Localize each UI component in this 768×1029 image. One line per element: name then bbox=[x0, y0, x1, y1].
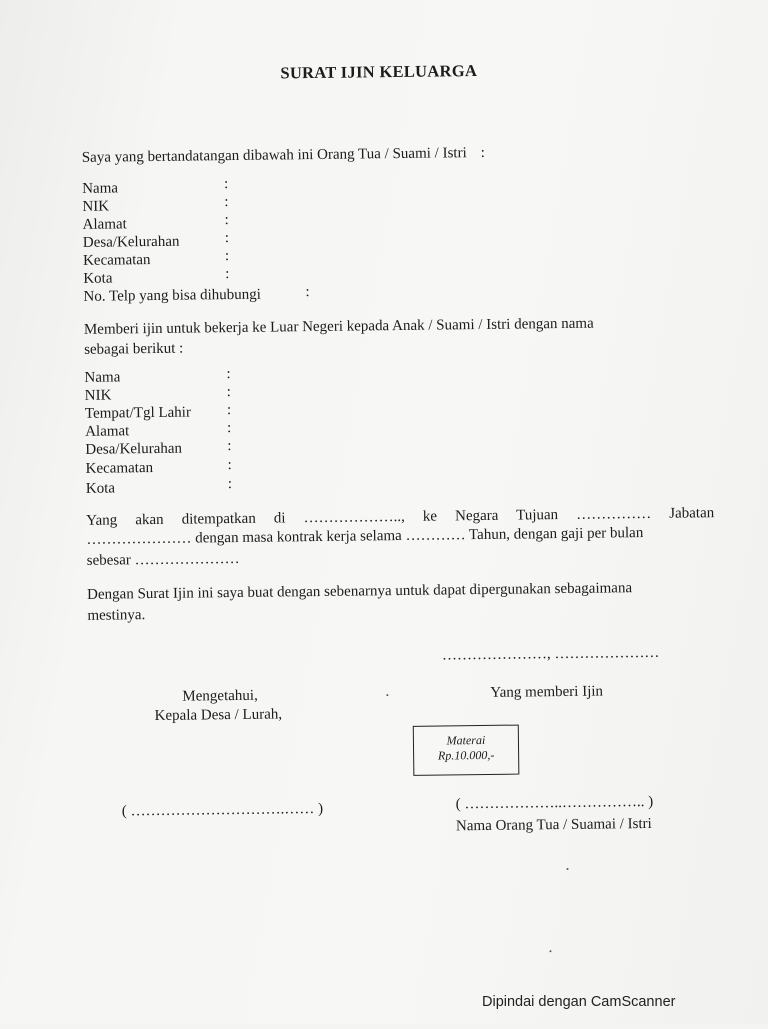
parent-nik-label: NIK bbox=[82, 198, 110, 215]
grantor-signature-caption: Nama Orang Tua / Suamai / Istri bbox=[455, 815, 652, 835]
permission-line-1: Memberi ijin untuk bekerja ke Luar Negeri kepada Anak / Suami / Istri dengan nama bbox=[83, 315, 594, 338]
parent-nik-colon: : bbox=[224, 194, 229, 211]
intro-text: Saya yang bertandatangan dibawah ini Orang Tua / Suami / Istri : bbox=[81, 144, 485, 166]
parent-village-label: Desa/Kelurahan bbox=[82, 233, 180, 251]
worker-address-colon: : bbox=[227, 420, 232, 437]
parent-city-colon: : bbox=[225, 266, 230, 283]
worker-birth-colon: : bbox=[226, 402, 232, 419]
worker-nik-colon: : bbox=[226, 384, 231, 401]
parent-name-label: Nama bbox=[82, 180, 119, 197]
stamp-title: Materai bbox=[446, 732, 486, 748]
closing-line-1: Dengan Surat Ijin ini saya buat dengan sebenarnya untuk dapat dipergunakan sebagaimana bbox=[87, 580, 633, 603]
stamp-value: Rp.10.000,- bbox=[437, 747, 495, 763]
scanner-watermark: Dipindai dengan CamScanner bbox=[482, 994, 676, 1010]
grantor-label: Yang memberi Ijin bbox=[490, 683, 604, 701]
worker-village-label: Desa/Kelurahan bbox=[85, 440, 183, 458]
parent-district-colon: : bbox=[224, 248, 230, 265]
worker-nik-label: NIK bbox=[84, 387, 112, 404]
phone-label: No. Telp yang bisa dihubungi bbox=[83, 286, 262, 305]
village-head-signature: ( ………………………….…… ) bbox=[121, 800, 324, 820]
worker-name-label: Nama bbox=[84, 369, 121, 386]
parent-address-label: Alamat bbox=[82, 216, 127, 233]
permission-line-2: sebagai berikut : bbox=[84, 340, 184, 358]
worker-city-label: Kota bbox=[85, 480, 116, 497]
parent-village-colon: : bbox=[224, 230, 230, 247]
revenue-stamp-box bbox=[413, 725, 520, 776]
parent-address-colon: : bbox=[224, 212, 229, 229]
grantor-signature: ( ………………..…………….. ) bbox=[455, 793, 654, 813]
parent-city-label: Kota bbox=[83, 270, 113, 287]
worker-address-label: Alamat bbox=[85, 423, 130, 440]
place-date: …………………, ………………… bbox=[441, 644, 660, 664]
phone-colon: : bbox=[305, 284, 310, 301]
document-title: SURAT IJIN KELUARGA bbox=[280, 61, 478, 83]
worker-district-label: Kecamatan bbox=[85, 460, 154, 477]
closing-line-2: mestinya. bbox=[87, 607, 146, 624]
placement-line-1: Yang akan ditempatkan di ……………….., ke Negara Tujuan …………… Jabatan bbox=[86, 505, 715, 529]
worker-village-colon: : bbox=[227, 438, 232, 455]
scan-speck bbox=[386, 694, 388, 696]
village-head-label: Kepala Desa / Lurah, bbox=[154, 706, 283, 725]
worker-name-colon: : bbox=[226, 366, 231, 383]
placement-line-3: sebesar ………………… bbox=[86, 550, 240, 569]
scan-speck bbox=[550, 950, 552, 952]
parent-district-label: Kecamatan bbox=[82, 252, 151, 269]
worker-district-colon: : bbox=[227, 457, 232, 474]
acknowledged-label: Mengetahui, bbox=[182, 687, 258, 705]
worker-city-colon: : bbox=[227, 476, 233, 493]
parent-name-colon: : bbox=[224, 176, 229, 193]
worker-birth-label: Tempat/Tgl Lahir bbox=[84, 404, 192, 422]
scan-speck bbox=[567, 868, 569, 870]
placement-line-2: ………………… dengan masa kontrak kerja selama ………… Tahun, dengan gaji per bulan bbox=[86, 525, 644, 548]
